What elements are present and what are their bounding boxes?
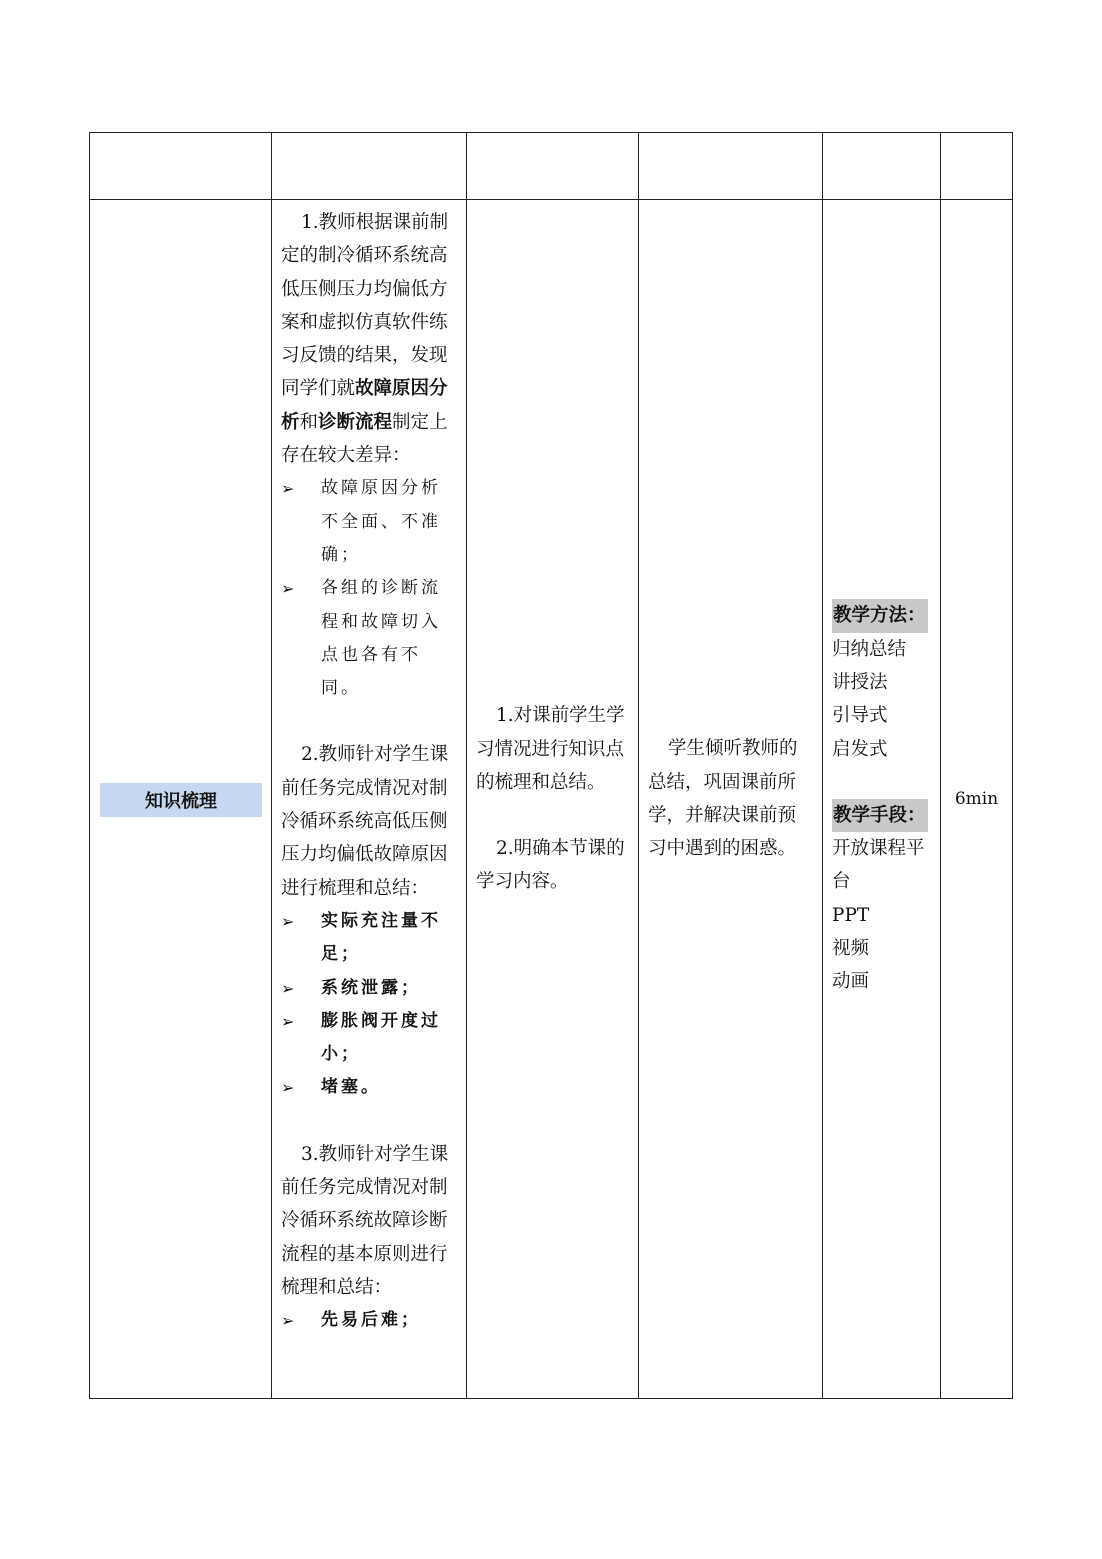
- empty-cell: [941, 133, 1013, 200]
- bullet-text: 堵塞。: [321, 1077, 381, 1098]
- arrow-bullet-icon: ➢: [281, 1078, 295, 1098]
- section-label-cell: [90, 200, 272, 1399]
- teacher-activity-item-2: 2.教师针对学生课前任务完成情况对制冷循环系统高低压侧压力均偏低故障原因进行梳理和总结：: [281, 744, 449, 899]
- text-run: 和: [299, 411, 319, 433]
- method-heading: 教学方法：: [832, 599, 928, 632]
- bullet-item: [281, 1005, 458, 1072]
- arrow-bullet-icon: ➢: [281, 479, 295, 499]
- bullet-list-1: [281, 472, 458, 705]
- method-item: 归纳总结: [832, 638, 907, 660]
- time-value: 6min: [954, 789, 999, 809]
- method-item: 引导式: [832, 705, 888, 727]
- table-row-top: [90, 133, 1013, 200]
- design-intent-cell: [467, 200, 639, 1399]
- empty-cell: [467, 133, 639, 200]
- bullet-item: [281, 972, 458, 1005]
- empty-cell: [272, 133, 467, 200]
- section-label: 知识梳理: [100, 783, 262, 817]
- empty-cell: [639, 133, 823, 200]
- method-item: 动画: [832, 971, 870, 993]
- arrow-bullet-icon: ➢: [281, 1011, 295, 1031]
- means-list: [832, 832, 932, 998]
- design-intent-2: 2.明确本节课的学习内容。: [476, 838, 625, 893]
- bullet-text: 系统泄露；: [321, 977, 421, 998]
- teacher-activity-item-1: [281, 206, 458, 472]
- methods-cell: [823, 200, 941, 1399]
- method-item: 开放课程平台: [832, 838, 925, 893]
- means-heading: 教学手段：: [832, 799, 928, 832]
- bullet-item: [281, 905, 458, 972]
- design-intent-1: 1.对课前学生学习情况进行知识点的梳理和总结。: [476, 705, 625, 793]
- bullet-item: [281, 1304, 458, 1337]
- arrow-bullet-icon: ➢: [281, 911, 295, 931]
- method-item: 视频: [832, 938, 870, 960]
- arrow-bullet-icon: ➢: [281, 1311, 295, 1331]
- lesson-plan-table: [89, 132, 1013, 1399]
- bullet-text: 膨胀阀开度过小；: [321, 1010, 441, 1065]
- empty-cell: [90, 133, 272, 200]
- student-activity-cell: [639, 200, 823, 1399]
- bold-term: 故障原因分析: [281, 378, 448, 433]
- time-cell: [941, 200, 1013, 1399]
- bullet-list-3: [281, 1304, 458, 1337]
- bold-term: 诊断流程: [318, 411, 393, 433]
- bullet-text: 先易后难；: [321, 1310, 421, 1331]
- bullet-item: [281, 472, 458, 572]
- bullet-item: [281, 1071, 458, 1104]
- method-list: [832, 633, 932, 766]
- bullet-text: 故障原因分析不全面、不准确；: [321, 478, 441, 565]
- bullet-list-2: [281, 905, 458, 1105]
- teacher-activity-item-3: 3.教师针对学生课前任务完成情况对制冷循环系统故障诊断流程的基本原则进行梳理和总结：: [281, 1143, 449, 1298]
- bullet-item: [281, 572, 458, 705]
- table-row-main: [90, 200, 1013, 1399]
- arrow-bullet-icon: ➢: [281, 978, 295, 998]
- text-run: 1.教师根据课前制定的制冷循环系统高低压侧压力均偏低方案和虚拟仿真软件练习反馈的结果，发现同学们就: [281, 212, 449, 400]
- method-item: 讲授法: [832, 671, 888, 693]
- teacher-activity-cell: [272, 200, 467, 1399]
- method-item: 启发式: [832, 738, 888, 760]
- bullet-text: 实际充注量不足；: [321, 910, 441, 965]
- bullet-text: 各组的诊断流程和故障切入点也各有不同。: [321, 578, 441, 699]
- empty-cell: [823, 133, 941, 200]
- method-item: PPT: [832, 904, 870, 926]
- text-run: 制定上存在较大差异：: [281, 411, 448, 467]
- student-activity-text: 学生倾听教师的总结，巩固课前所学，并解决课前预习中遇到的困惑。: [648, 738, 798, 860]
- arrow-bullet-icon: ➢: [281, 579, 295, 599]
